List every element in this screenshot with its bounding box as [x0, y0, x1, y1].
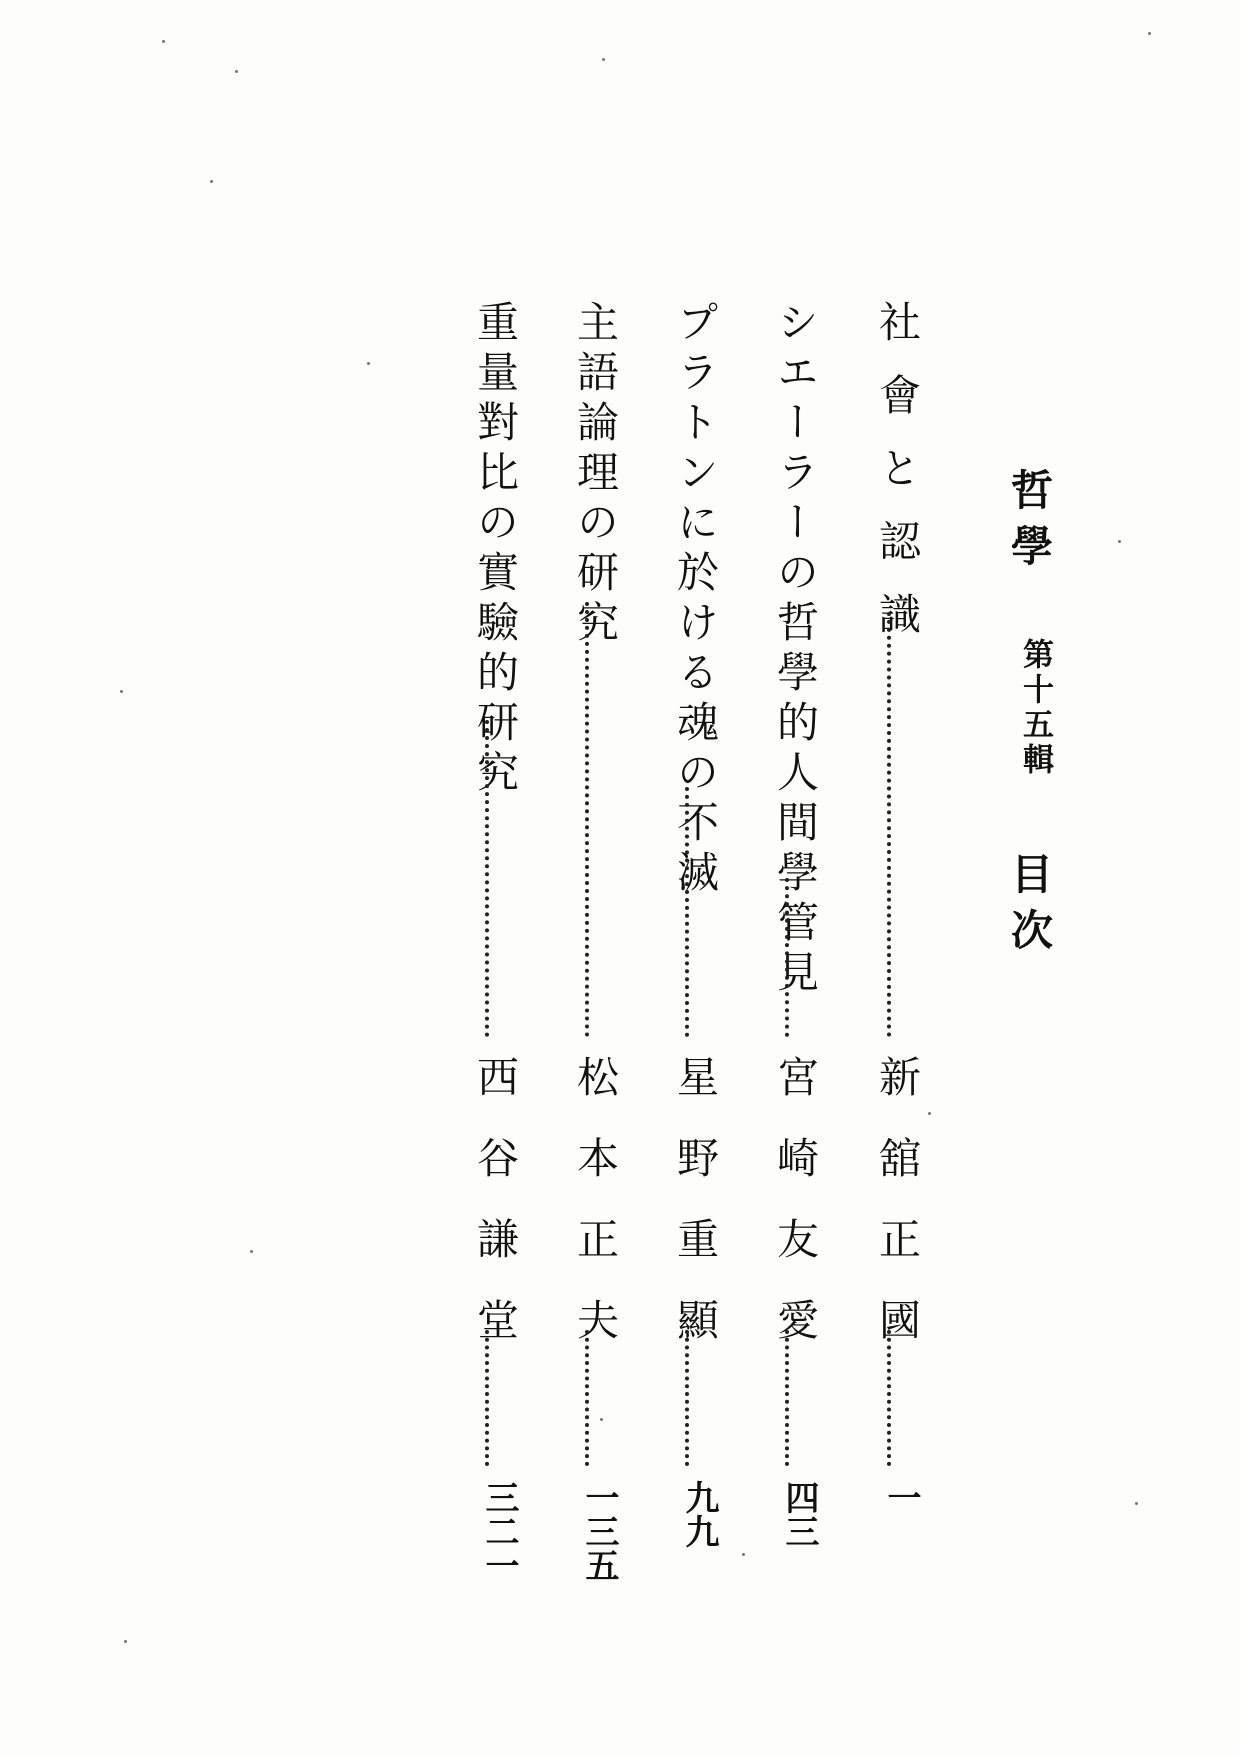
entry-page: 九九	[679, 1480, 719, 1548]
entry-author: 松本正夫	[571, 1055, 620, 1379]
scan-speck	[124, 1640, 127, 1643]
leader-dots	[685, 1330, 689, 1466]
entry-author: 新舘正國	[873, 1055, 922, 1379]
scan-speck	[367, 362, 370, 365]
entry-page: 四三	[779, 1480, 819, 1548]
scan-speck	[235, 70, 238, 73]
entry-title: プラトンに於ける魂の不滅	[671, 300, 720, 900]
leader-dots	[685, 787, 689, 1037]
scan-speck	[1135, 1502, 1138, 1505]
scan-speck	[1118, 540, 1121, 543]
entry-title: 社會と認識	[873, 300, 922, 665]
toc-heading: 目次	[1005, 852, 1054, 964]
scan-speck	[120, 690, 123, 693]
scan-speck	[210, 180, 213, 183]
entry-author: 星野重顯	[671, 1055, 720, 1379]
issue-number: 第十五輯	[1017, 638, 1053, 778]
leader-dots	[887, 1330, 891, 1466]
entry-page: 一	[881, 1480, 921, 1514]
toc-entry[interactable]	[760, 300, 820, 1548]
toc-entry[interactable]	[460, 300, 520, 1582]
scan-speck	[250, 1250, 253, 1253]
journal-title: 哲學	[1005, 468, 1054, 580]
leader-dots	[485, 1330, 489, 1466]
toc-entry[interactable]	[660, 300, 720, 1548]
leader-dots	[785, 1330, 789, 1466]
scan-speck	[928, 1112, 931, 1115]
entry-title: シエーラーの哲學的人間學管見	[771, 300, 820, 1000]
entry-title: 主語論理の研究	[571, 300, 620, 650]
leader-dots	[887, 612, 891, 1037]
scan-speck	[162, 40, 165, 43]
entry-page: 三二一	[479, 1480, 519, 1582]
leader-dots	[585, 602, 589, 1037]
scan-speck	[1148, 32, 1151, 35]
toc-entry[interactable]	[560, 300, 620, 1582]
leader-dots	[785, 878, 789, 1037]
scan-speck	[602, 58, 605, 61]
toc-entry[interactable]	[862, 300, 922, 1540]
entry-page: 一三五	[579, 1480, 619, 1582]
entry-title: 重量對比の實驗的研究	[471, 300, 520, 800]
leader-dots	[485, 720, 489, 1037]
entry-author: 宮崎友愛	[771, 1055, 820, 1379]
scan-speck	[742, 1553, 745, 1556]
entry-author: 西谷謙堂	[471, 1055, 520, 1379]
scan-speck	[600, 1418, 603, 1421]
leader-dots	[585, 1330, 589, 1466]
